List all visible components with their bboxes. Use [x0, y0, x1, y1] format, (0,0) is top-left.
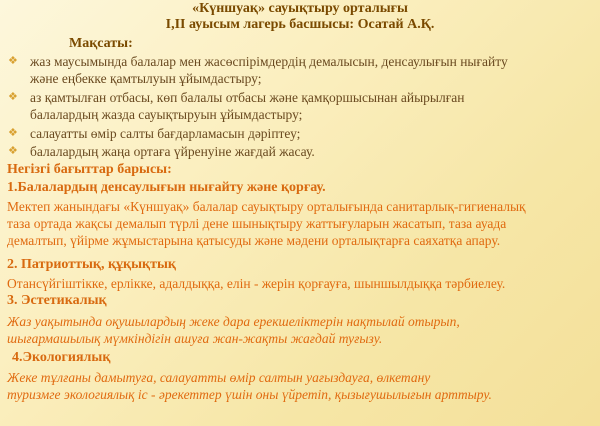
section-body [7, 275, 597, 292]
goal-text: балалардың жазда сауықтыруын ұйымдастыру; [30, 107, 303, 122]
diamond-bullet-icon: ❖ [8, 91, 18, 103]
section-body [7, 198, 597, 249]
section-body [7, 313, 597, 347]
goal-item-continuation [30, 70, 261, 87]
section-heading: 2. Патриоттық, құқықтық [7, 257, 176, 272]
section-line: Жаз уақытында оқушылардың жеке дара ерекшеліктерін нақтылай отырып, [7, 314, 460, 329]
diamond-bullet-icon: ❖ [8, 145, 18, 157]
section-line: демалтып, үйірме жұмыстарына қатысуды және мәдени орталықтарға саяхатқа апару. [7, 233, 501, 248]
section-line: Отансүйгіштікке, ерлікке, адалдыққа, елін - жерін қорғауға, шыншылдыққа тәрбиелеу. [7, 276, 506, 291]
goal-text: аз қамтылған отбасы, көп балалы отбасы және қамқоршысынан айырылған [30, 90, 465, 105]
section-heading: 1.Балалардың денсаулығын нығайту және қорғау. [7, 180, 326, 195]
goal-text: балалардың жаңа ортаға үйренуіне жағдай жасау. [30, 144, 315, 159]
section-line: шығармашылық мүмкіндігін ашуға жан-жақты жағдай туғызу. [7, 331, 383, 346]
diamond-bullet-icon: ❖ [8, 127, 18, 139]
page-subtitle: І,ІІ ауысым лагерь басшысы: Осатай А.Қ. [165, 17, 435, 32]
main-heading: Негізгі бағыттар барысы: [7, 162, 172, 177]
section-line: Мектеп жанындағы «Күншуақ» балалар сауықтыру орталығында санитарлық-гигиеналық [7, 199, 526, 214]
page-title: «Күншуақ» сауықтыру орталығы [192, 1, 408, 16]
section-line: Жеке тұлғаны дамытуға, салауатты өмір салтын уағыздауға, өлкетану [7, 370, 431, 385]
goals-heading: Мақсаты: [69, 36, 133, 51]
section-body [7, 369, 597, 403]
section-heading: 4.Экологиялық [12, 350, 111, 365]
section-line: туризмге экологиялық іс - әрекеттер үшін оны үйретіп, қызығушылығын арттыру. [7, 387, 492, 402]
goal-item-continuation [30, 106, 302, 123]
section-line: таза ортада жақсы демалып түрлі дене шынықтыру жаттығуларын жасатып, таза ауада [7, 216, 507, 231]
goal-text: жаз маусымында балалар мен жасөспірімдердің демалысын, денсаулығын нығайту [30, 54, 508, 69]
goal-text: салауатты өмір салты бағдарламасын дәріптеу; [30, 126, 301, 141]
diamond-bullet-icon: ❖ [8, 55, 18, 67]
goal-text: және еңбекке қамтылуын ұйымдастыру; [30, 71, 262, 86]
section-heading: 3. Эстетикалық [7, 293, 107, 308]
